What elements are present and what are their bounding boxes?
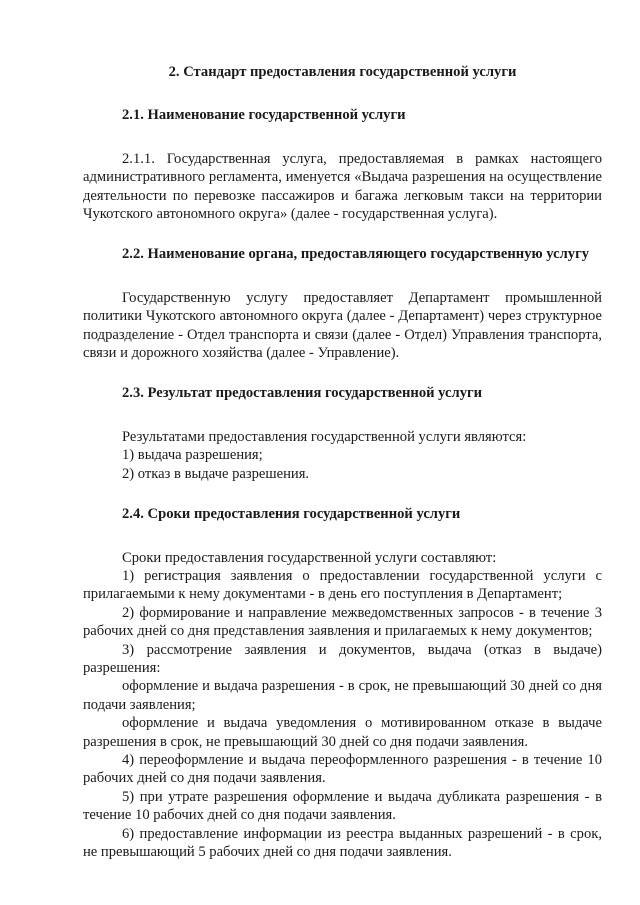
list-item: 3) рассмотрение заявления и документов, выдача (отказ в выдаче) разрешения: [83, 641, 602, 676]
section-2-2 [83, 245, 602, 362]
list-item: 2) формирование и направление межведомственных запросов - в течение 3 рабочих дней со дня представления заявления и прилагаемых к нему документов; [83, 604, 602, 640]
list-item: 4) переоформление и выдача переоформленного разрешения - в течение 10 рабочих дней со дня подачи заявления. [83, 751, 602, 787]
section-2-4 [83, 505, 602, 861]
list-item: оформление и выдача уведомления о мотивированном отказе в выдаче разрешения в срок, не превышающий 30 дней со дня подачи заявления. [83, 715, 602, 750]
list-item: 5) при утрате разрешения оформление и выдача дубликата разрешения - в течение 10 рабочих дней со дня подачи заявления. [83, 788, 602, 824]
document-page [83, 63, 602, 883]
list-item: 6) предоставление информации из реестра выданных разрешений - в срок, не превышающий 5 рабочих дней со дня подачи заявления. [83, 825, 602, 860]
list-item: Сроки предоставления государственной услуги составляют: [122, 549, 497, 566]
terms-list [83, 549, 602, 862]
paragraph: 2.1.1. Государственная услуга, предоставляемая в рамках настоящего административного регламента, именуется «Выдача разрешения на осуществление деятельности по перевозке пассажиров и багажа легковым такси на территории Чукотского автономного округа» (далее - государственная услуга). [83, 150, 602, 223]
list-item: 2) отказ в выдаче разрешения. [122, 465, 310, 482]
paragraph: Государственную услугу предоставляет Департамент промышленной политики Чукотского автономного округа (далее - Департамент) через структурное подразделение - Отдел транспорта и связи (далее - Отдел) Управления транспорта, связи и дорожного хозяйства (далее - Управление). [83, 289, 602, 362]
list-item: 1) регистрация заявления о предоставлении государственной услуги с прилагаемыми к нему документами - в день его поступления в Департамент; [83, 567, 602, 603]
section-2-1 [83, 106, 602, 223]
list-item: оформление и выдача разрешения - в срок, не превышающий 30 дней со дня подачи заявления; [83, 678, 602, 713]
section-heading: 2.4. Сроки предоставления государственной услуги [122, 506, 461, 523]
section-heading: 2.3. Результат предоставления государственной услуги [122, 385, 483, 402]
result-list [83, 428, 602, 483]
section-2-3 [83, 384, 602, 483]
list-item: 1) выдача разрешения; [122, 447, 263, 464]
document-title: 2. Стандарт предоставления государственной услуги [168, 64, 517, 80]
list-item: Результатами предоставления государственной услуги являются: [122, 428, 527, 445]
section-heading: 2.1. Наименование государственной услуги [122, 107, 406, 124]
section-heading: 2.2. Наименование органа, предоставляющего государственную услугу [122, 246, 590, 263]
